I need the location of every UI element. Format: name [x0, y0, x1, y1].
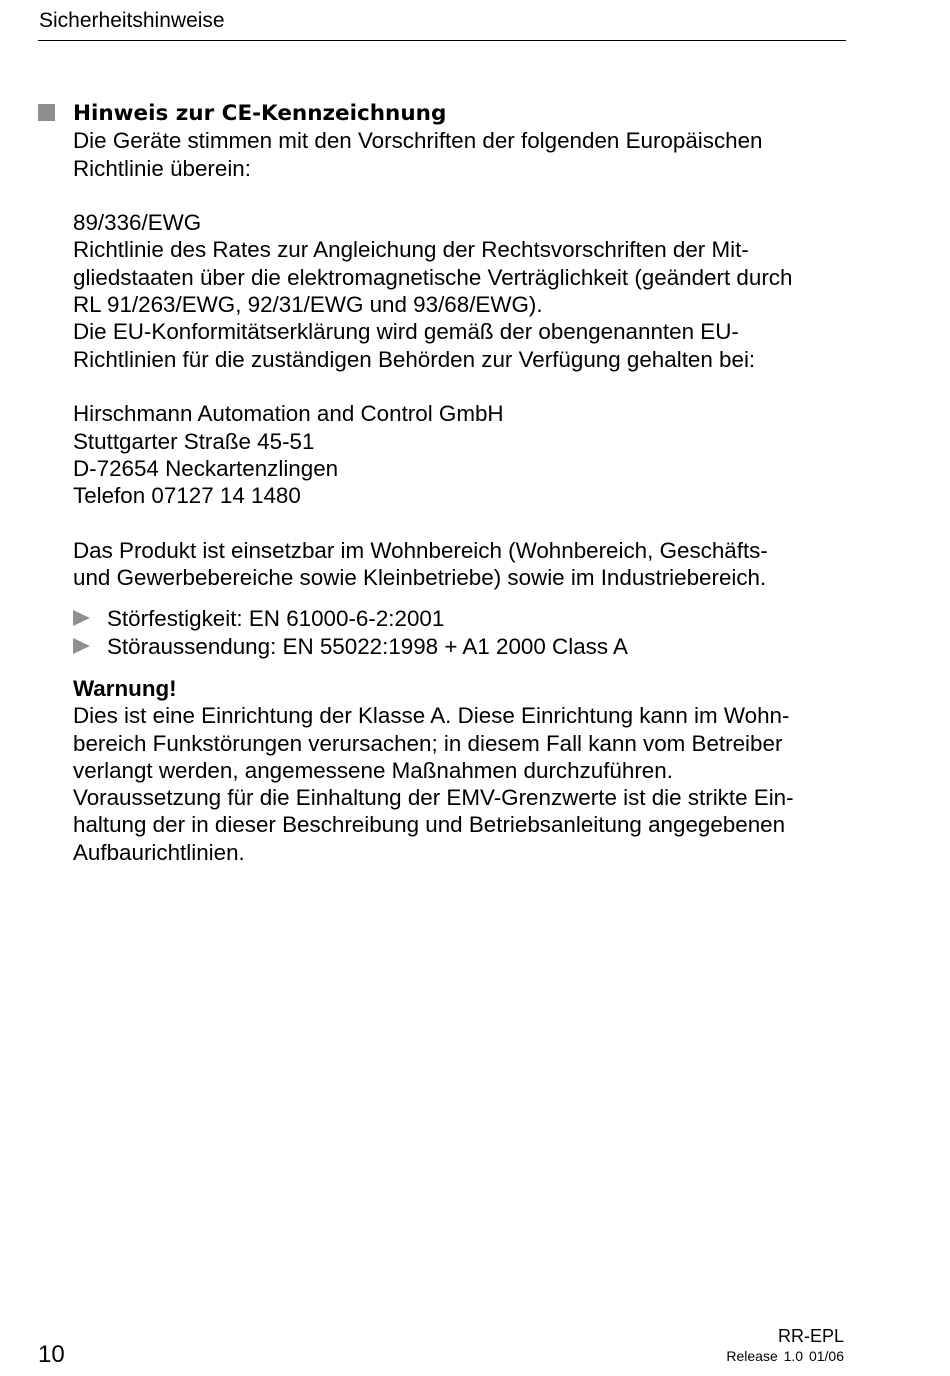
list-item-text: Störfestigkeit: EN 61000-6-2:2001: [107, 606, 445, 632]
address-line: Hirschmann Automation and Control GmbH: [73, 401, 504, 427]
address-line: Stuttgarter Straße 45-51: [73, 428, 315, 454]
spacer: [73, 182, 863, 209]
triangle-right-icon: [73, 638, 90, 654]
directive-line: Die EU-Konformitätserklärung wird gemäß der obengenannten EU-: [73, 319, 739, 345]
page-number: 10: [38, 1341, 65, 1368]
page-header: [38, 8, 846, 41]
release-info: Release 1.0 01/06: [726, 1348, 844, 1364]
usage-line: und Gewerbebereiche sowie Kleinbetriebe) sowie im Industriebereich.: [73, 565, 767, 591]
list-item: [73, 605, 863, 632]
list-item: [73, 633, 863, 660]
section-heading: Hinweis zur CE-Kennzeichnung: [73, 101, 447, 126]
usage-line: Das Produkt ist einsetzbar im Wohnbereich (Wohnbereich, Geschäfts-: [73, 537, 768, 563]
spacer: [73, 660, 863, 675]
warning-line: Dies ist eine Einrichtung der Klasse A. Diese Einrichtung kann im Wohn-: [73, 703, 790, 729]
warning-line: bereich Funkstörungen verursachen; in diesem Fall kann vom Betreiber: [73, 730, 783, 756]
spacer: [73, 509, 863, 536]
warning-line: Voraussetzung für die Einhaltung der EMV-Grenzwerte ist die strikte Ein-: [73, 785, 794, 811]
section-ce-marking: [73, 100, 863, 866]
warning-line: Aufbaurichtlinien.: [73, 839, 245, 865]
warning-line: haltung der in dieser Beschreibung und Betriebsanleitung angegebenen: [73, 812, 786, 838]
directive-line: Richtlinien für die zuständigen Behörden zur Verfügung gehalten bei:: [73, 346, 756, 372]
address-line: D-72654 Neckartenzlingen: [73, 455, 339, 481]
spacer: [73, 373, 863, 400]
warning-line: verlangt werden, angemessene Maßnahmen durchzuführen.: [73, 757, 673, 783]
warning-title: Warnung!: [73, 675, 177, 701]
address-line: Telefon 07127 14 1480: [73, 483, 301, 509]
directive-id: 89/336/EWG: [73, 210, 202, 236]
address-block: [73, 400, 863, 509]
list-item-text: Störaussendung: EN 55022:1998 + A1 2000 Class A: [107, 633, 628, 659]
intro-line: Richtlinie überein:: [73, 155, 251, 181]
header-title: Sicherheitshinweise: [39, 9, 225, 32]
intro-line: Die Geräte stimmen mit den Vorschriften der folgenden Europäischen: [73, 128, 763, 154]
triangle-right-icon: [73, 610, 90, 626]
directive-line: Richtlinie des Rates zur Angleichung der Rechtsvorschriften der Mit-: [73, 237, 749, 263]
document-name: RR-EPL: [777, 1326, 844, 1346]
standards-list: [73, 605, 863, 660]
directive-line: RL 91/263/EWG, 92/31/EWG und 93/68/EWG).: [73, 292, 543, 318]
directive-line: gliedstaaten über die elektromagnetische Verträglichkeit (geändert durch: [73, 264, 793, 290]
square-bullet-icon: [38, 104, 55, 121]
spacer: [73, 591, 863, 605]
